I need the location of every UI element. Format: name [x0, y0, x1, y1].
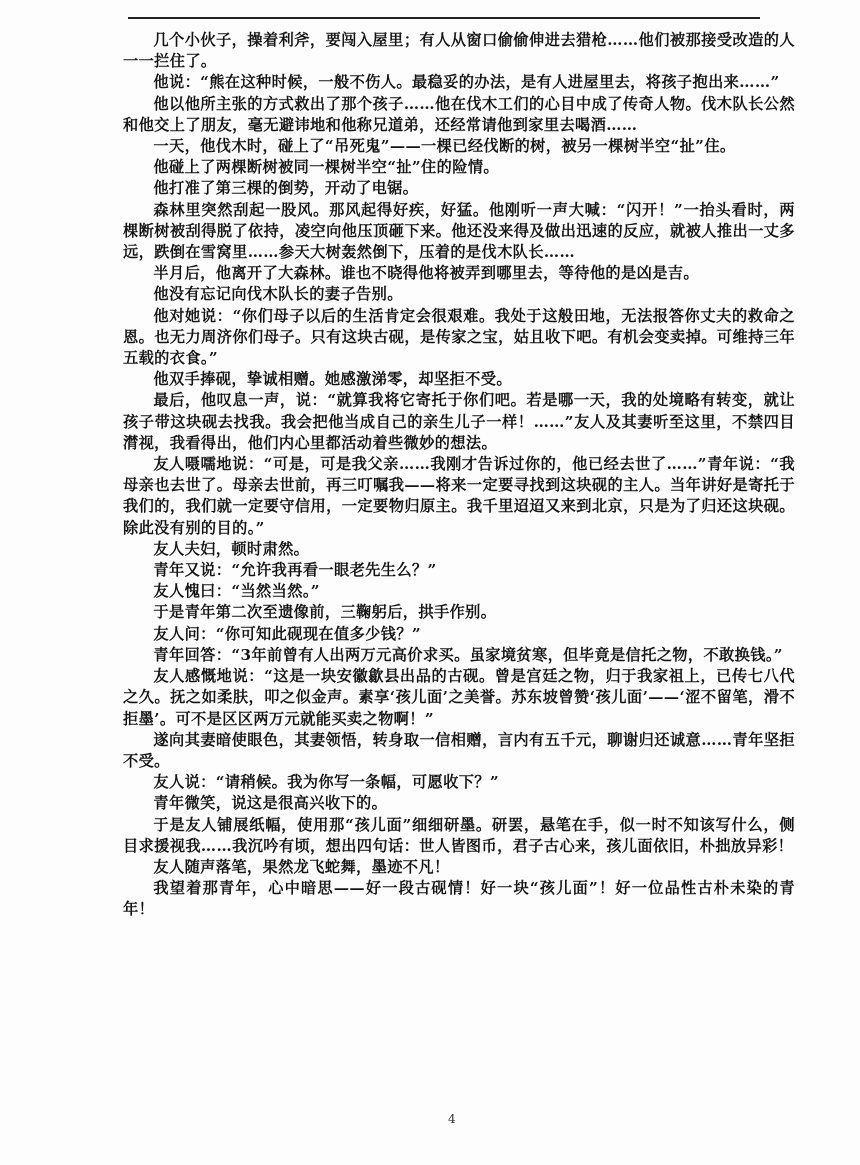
page-number: 4 — [448, 1112, 456, 1126]
paragraph: 他双手捧砚，挚诚相赠。她感激涕零，却坚拒不受。 — [153, 370, 512, 389]
paragraph: 他对她说：“你们母子以后的生活肯定会很艰难。我处于这般田地，无法报答你丈夫的救命之恩。也无力周济你们母子。只有这块古砚，是传家之宝，姑且收下吧。有机会变卖掉。可维持三年五载的衣食。” — [123, 306, 795, 368]
paragraph: 于是青年第二次至遗像前，三鞠躬后，拱手作别。 — [153, 603, 497, 622]
paragraph: 遂向其妻暗使眼色，其妻领悟，转身取一信相赠，言内有五千元，聊谢归还诚意……青年坚拒不受。 — [123, 730, 795, 770]
paragraph: 他说：“熊在这种时候，一般不伤人。最稳妥的办法，是有人进屋里去，将孩子抱出来……” — [153, 73, 780, 92]
paragraph: 友人夫妇，顿时肃然。 — [153, 539, 310, 558]
paragraph: 于是友人铺展纸幅，使用那“孩儿面”细细研墨。研罢，悬笔在手，似一时不知该写什么，侧目求援视我……我沉吟有顷，想出四句话：世人皆图币，君子古心来，孩儿面依旧，朴拙放异彩！ — [123, 815, 795, 855]
paragraph: 他碰上了两棵断树被同一棵树半空“扯”住的险情。 — [153, 158, 499, 177]
paragraph: 森林里突然刮起一股风。那风起得好疾，好猛。他刚听一声大喊：“闪开！”一抬头看时，两棵断树被刮得脱了依持，凌空向他压顶砸下来。他还没来得及做出迅速的反应，就被人推出一丈多远，跌倒在雪窝里……参天大树轰然倒下，压着的是伐木队长…… — [123, 200, 795, 262]
paragraph: 我望着那青年，心中暗思——好一段古砚情！好一块“孩儿面”！好一位品性古朴未染的青年！ — [123, 879, 795, 919]
paragraph: 一天，他伐木时，碰上了“吊死鬼”——一棵已经伐断的树，被另一棵树半空“扯”住。 — [153, 137, 736, 156]
paragraph: 半月后，他离开了大森林。谁也不晓得他将被弄到哪里去，等待他的是凶是吉。 — [153, 264, 699, 283]
body-text — [123, 30, 795, 921]
paragraph: 友人说：“请稍候。我为你写一条幅，可愿收下？” — [153, 773, 499, 792]
paragraph: 友人问：“你可知此砚现在值多少钱？” — [153, 624, 422, 643]
paragraph: 他以他所主张的方式救出了那个孩子……他在伐木工们的心目中成了传奇人物。伐木队长公然和他交上了朋友，毫无避讳地和他称兄道弟，还经常请他到家里去喝酒…… — [123, 94, 795, 134]
paragraph: 友人嗫嚅地说：“可是，可是我父亲……我刚才告诉过你的，他已经去世了……”青年说：“我母亲也去世了。母亲去世前，再三叮嘱我——将来一定要寻找到这块砚的主人。当年讲好是寄托于我们的，我们就一定要守信用，一定要物归原主。我千里迢迢又来到北京，只是为了归还这块砚。除此没有别的目的。” — [123, 455, 795, 537]
paragraph: 最后，他叹息一声，说：“就算我将它寄托于你们吧。若是哪一天，我的处境略有转变，就让孩子带这块砚去找我。我会把他当成自己的亲生儿子一样！……”友人及其妻听至这里，不禁四目潸视，我看得出，他们内心里都活动着些微妙的想法。 — [123, 391, 795, 452]
paragraph: 友人随声落笔，果然龙飞蛇舞，墨迹不凡！ — [153, 857, 450, 876]
paragraph: 友人愧曰：“当然当然。” — [153, 582, 320, 601]
paragraph: 几个小伙子，操着利斧，要闯入屋里；有人从窗口偷偷伸进去猎枪……他们被那接受改造的人一一拦住了。 — [123, 31, 795, 71]
top-rule — [128, 17, 760, 19]
paragraph: 友人感慨地说：“这是一块安徽歙县出品的古砚。曾是宫廷之物，归于我家祖上，已传七八代之久。抚之如柔肤，叩之似金声。素享‘孩儿面’之美誉。苏东坡曾赞‘孩儿面’——‘涩不留笔，滑不拒墨’。可不是区区两万元就能买卖之物啊！” — [123, 667, 795, 728]
paragraph: 青年微笑，说这是很高兴收下的。 — [153, 794, 388, 813]
paragraph: 青年回答：“3年前曾有人出两万元高价求买。虽家境贫寒，但毕竟是信托之物，不敢换钱。” — [153, 645, 783, 664]
paragraph: 他打准了第三棵的倒势，开动了电锯。 — [153, 179, 419, 198]
paragraph: 他没有忘记向伐木队长的妻子告别。 — [153, 285, 403, 304]
paragraph: 青年又说：“允许我再看一眼老先生么？” — [153, 561, 437, 580]
